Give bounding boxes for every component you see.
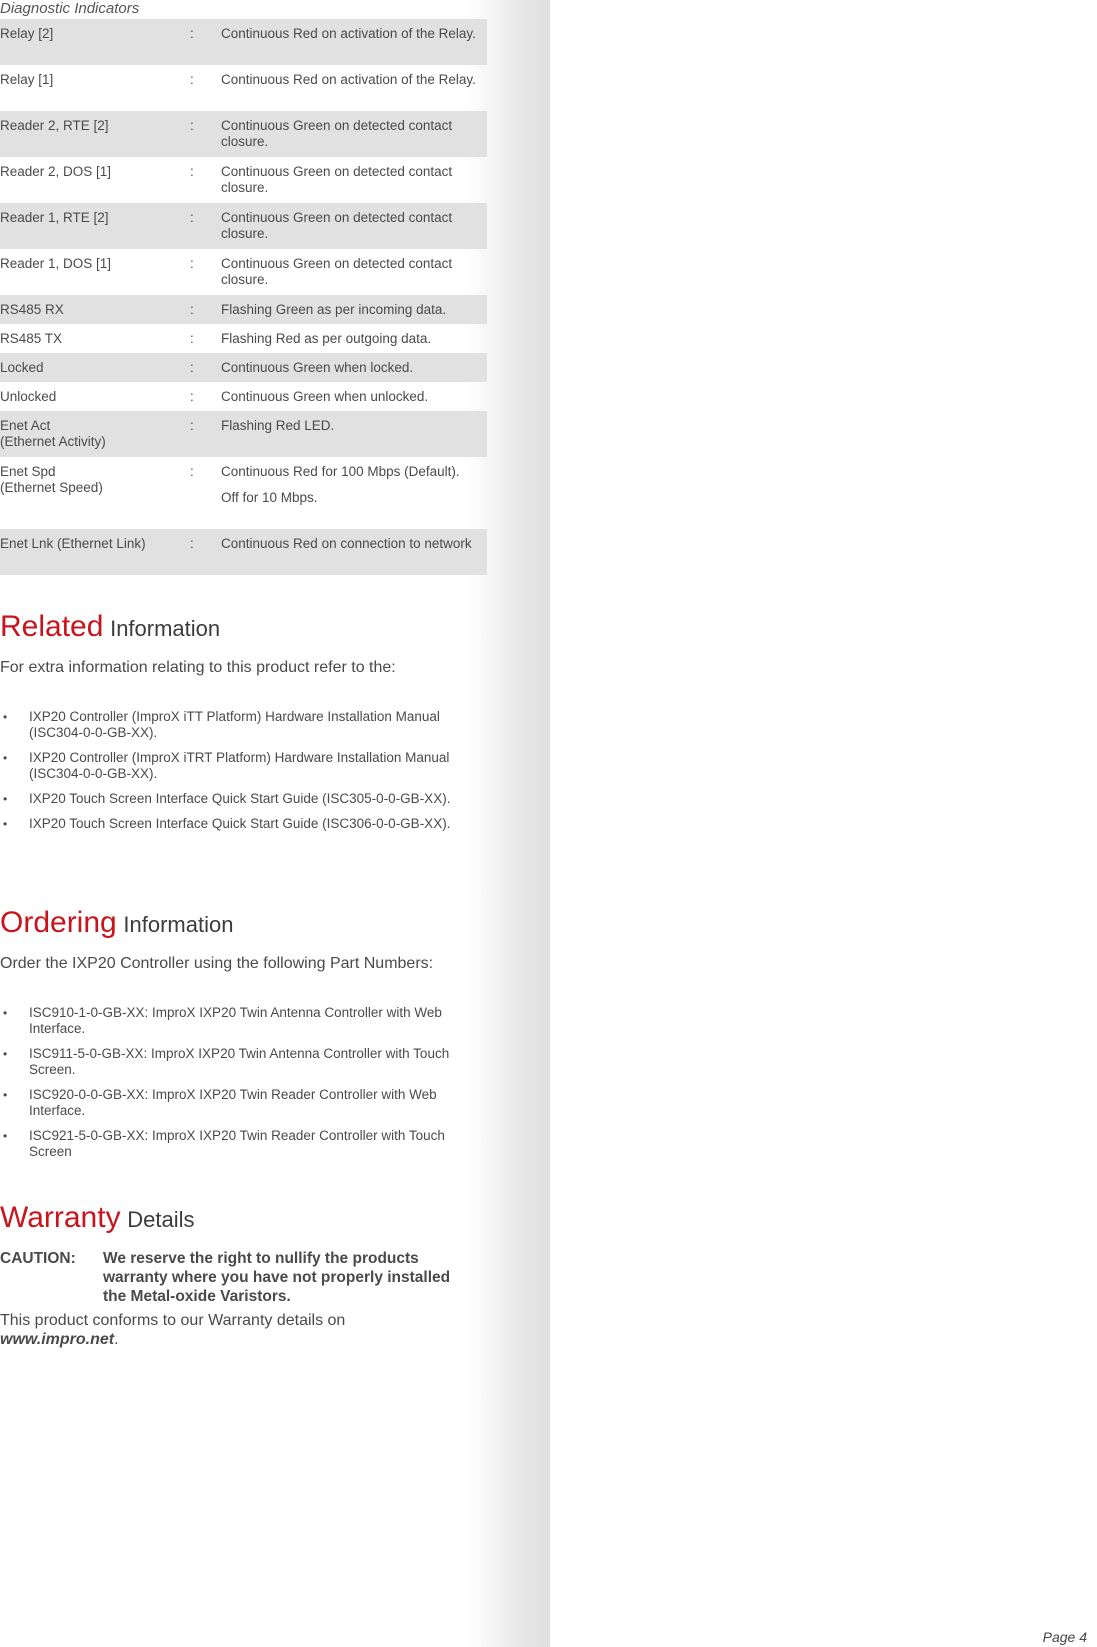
indicator-value-line: Continuous Green on detected contact closure. <box>221 256 453 287</box>
indicator-separator: : <box>190 331 194 346</box>
indicator-separator: : <box>190 256 194 271</box>
indicator-label: Reader 1, DOS [1] <box>0 256 112 271</box>
ordering-information-heading <box>0 906 233 940</box>
warranty-details-heading <box>0 1201 195 1235</box>
indicator-separator: : <box>190 302 194 317</box>
indicator-separator: : <box>190 464 194 479</box>
indicator-label: Relay [2] <box>0 26 54 41</box>
list-item-text: ISC921-5-0-GB-XX: ImproX IXP20 Twin Reader Controller with Touch Screen <box>29 1128 445 1159</box>
heading-rest: Information <box>123 912 234 937</box>
indicator-row <box>0 382 487 411</box>
list-item-text: ISC910-1-0-GB-XX: ImproX IXP20 Twin Antenna Controller with Web Interface. <box>29 1005 442 1036</box>
indicator-separator: : <box>190 536 194 551</box>
indicator-label: Enet Lnk (Ethernet Link) <box>0 536 146 551</box>
indicator-value <box>221 118 476 150</box>
indicator-row <box>0 457 487 529</box>
indicator-label: Locked <box>0 360 44 375</box>
indicator-value <box>221 464 476 506</box>
indicator-value-line: Continuous Green when locked. <box>221 360 414 375</box>
list-item-text: IXP20 Controller (ImproX iTRT Platform) Hardware Installation Manual (ISC304-0-0-GB-XX). <box>29 750 450 781</box>
indicator-row <box>0 249 487 295</box>
indicator-row <box>0 529 487 575</box>
indicator-label: RS485 RX <box>0 302 64 317</box>
diagnostic-indicators-table <box>0 19 487 575</box>
indicator-label: Reader 2, DOS [1] <box>0 164 112 179</box>
caution-text: We reserve the right to nullify the products warranty where you have not properly installed the Metal-oxide Varistors. <box>103 1250 451 1305</box>
warranty-conform <box>0 1311 380 1349</box>
indicator-row <box>0 411 487 457</box>
conform-text: This product conforms to our Warranty details on <box>0 1312 346 1329</box>
indicator-label: Reader 1, RTE [2] <box>0 210 109 225</box>
indicator-row <box>0 203 487 249</box>
indicator-value-line: Continuous Red on activation of the Relay. <box>221 26 476 41</box>
indicator-value-line: Continuous Green on detected contact closure. <box>221 210 453 241</box>
heading-lead: Related <box>0 610 104 643</box>
indicator-label: RS485 TX <box>0 331 63 346</box>
indicator-label: Enet Spd (Ethernet Speed) <box>0 464 103 495</box>
indicator-separator: : <box>190 26 194 41</box>
indicator-label: Enet Act (Ethernet Activity) <box>0 418 106 449</box>
indicator-value <box>221 72 476 88</box>
bullet-icon: • <box>3 1129 8 1143</box>
heading-lead: Ordering <box>0 906 117 939</box>
indicator-row <box>0 65 487 111</box>
bullet-icon: • <box>3 710 8 724</box>
indicator-value <box>221 360 476 376</box>
indicator-label: Unlocked <box>0 389 57 404</box>
indicator-value-line: Off for 10 Mbps. <box>221 490 318 505</box>
ordering-list <box>0 1005 480 1169</box>
bullet-icon: • <box>3 792 8 806</box>
bullet-icon: • <box>3 1006 8 1020</box>
caution-label: CAUTION: <box>0 1250 76 1267</box>
list-item <box>0 709 480 741</box>
indicator-label: Reader 2, RTE [2] <box>0 118 109 133</box>
indicator-row <box>0 157 487 203</box>
indicator-separator: : <box>190 118 194 133</box>
bullet-icon: • <box>3 1088 8 1102</box>
indicator-value-line: Flashing Red LED. <box>221 418 335 433</box>
indicator-row <box>0 324 487 353</box>
heading-rest: Details <box>127 1207 195 1232</box>
indicator-value <box>221 418 476 434</box>
diagnostic-indicators-title: Diagnostic Indicators <box>0 0 140 17</box>
indicator-value <box>221 26 476 42</box>
list-item <box>0 816 480 832</box>
indicator-row <box>0 353 487 382</box>
indicator-value <box>221 331 476 347</box>
heading-lead: Warranty <box>0 1201 121 1234</box>
related-information-heading <box>0 610 220 644</box>
list-item <box>0 1128 480 1160</box>
indicator-value-line: Continuous Green on detected contact closure. <box>221 164 453 195</box>
indicator-value-line: Continuous Red on activation of the Relay. <box>221 72 476 87</box>
list-item-text: ISC920-0-0-GB-XX: ImproX IXP20 Twin Reader Controller with Web Interface. <box>29 1087 437 1118</box>
indicator-row <box>0 295 487 324</box>
indicator-value-line: Continuous Green when unlocked. <box>221 389 429 404</box>
related-intro: For extra information relating to this product refer to the: <box>0 659 396 676</box>
indicator-value-line: Continuous Red for 100 Mbps (Default). <box>221 464 460 479</box>
list-item-text: IXP20 Controller (ImproX iTT Platform) Hardware Installation Manual (ISC304-0-0-GB-XX). <box>29 709 440 740</box>
indicator-value <box>221 256 476 288</box>
related-list <box>0 709 480 841</box>
list-item-text: IXP20 Touch Screen Interface Quick Start Guide (ISC305-0-0-GB-XX). <box>29 791 451 806</box>
list-item-text: IXP20 Touch Screen Interface Quick Start Guide (ISC306-0-0-GB-XX). <box>29 816 451 831</box>
indicator-row <box>0 19 487 65</box>
bullet-icon: • <box>3 1047 8 1061</box>
list-item <box>0 791 480 807</box>
indicator-value <box>221 164 476 196</box>
list-item-text: ISC911-5-0-GB-XX: ImproX IXP20 Twin Antenna Controller with Touch Screen. <box>29 1046 450 1077</box>
indicator-label: Relay [1] <box>0 72 54 87</box>
list-item <box>0 1005 480 1037</box>
indicator-row <box>0 111 487 157</box>
heading-rest: Information <box>110 616 221 641</box>
list-item <box>0 1046 480 1078</box>
indicator-separator: : <box>190 210 194 225</box>
page-number: Page 4 <box>1042 1629 1087 1645</box>
warranty-link[interactable]: www.impro.net <box>0 1331 115 1348</box>
indicator-separator: : <box>190 360 194 375</box>
indicator-value-line: Continuous Red on connection to network <box>221 536 472 551</box>
indicator-value-line: Flashing Green as per incoming data. <box>221 302 447 317</box>
indicator-value-line: Continuous Green on detected contact closure. <box>221 118 453 149</box>
bullet-icon: • <box>3 751 8 765</box>
indicator-value <box>221 210 476 242</box>
bullet-icon: • <box>3 817 8 831</box>
ordering-intro: Order the IXP20 Controller using the following Part Numbers: <box>0 955 434 972</box>
list-item <box>0 750 480 782</box>
indicator-separator: : <box>190 389 194 404</box>
indicator-value <box>221 536 476 552</box>
indicator-value <box>221 389 476 405</box>
indicator-value <box>221 302 476 318</box>
list-item <box>0 1087 480 1119</box>
indicator-separator: : <box>190 418 194 433</box>
indicator-separator: : <box>190 164 194 179</box>
indicator-separator: : <box>190 72 194 87</box>
indicator-value-line: Flashing Red as per outgoing data. <box>221 331 432 346</box>
url-suffix: . <box>114 1331 119 1348</box>
